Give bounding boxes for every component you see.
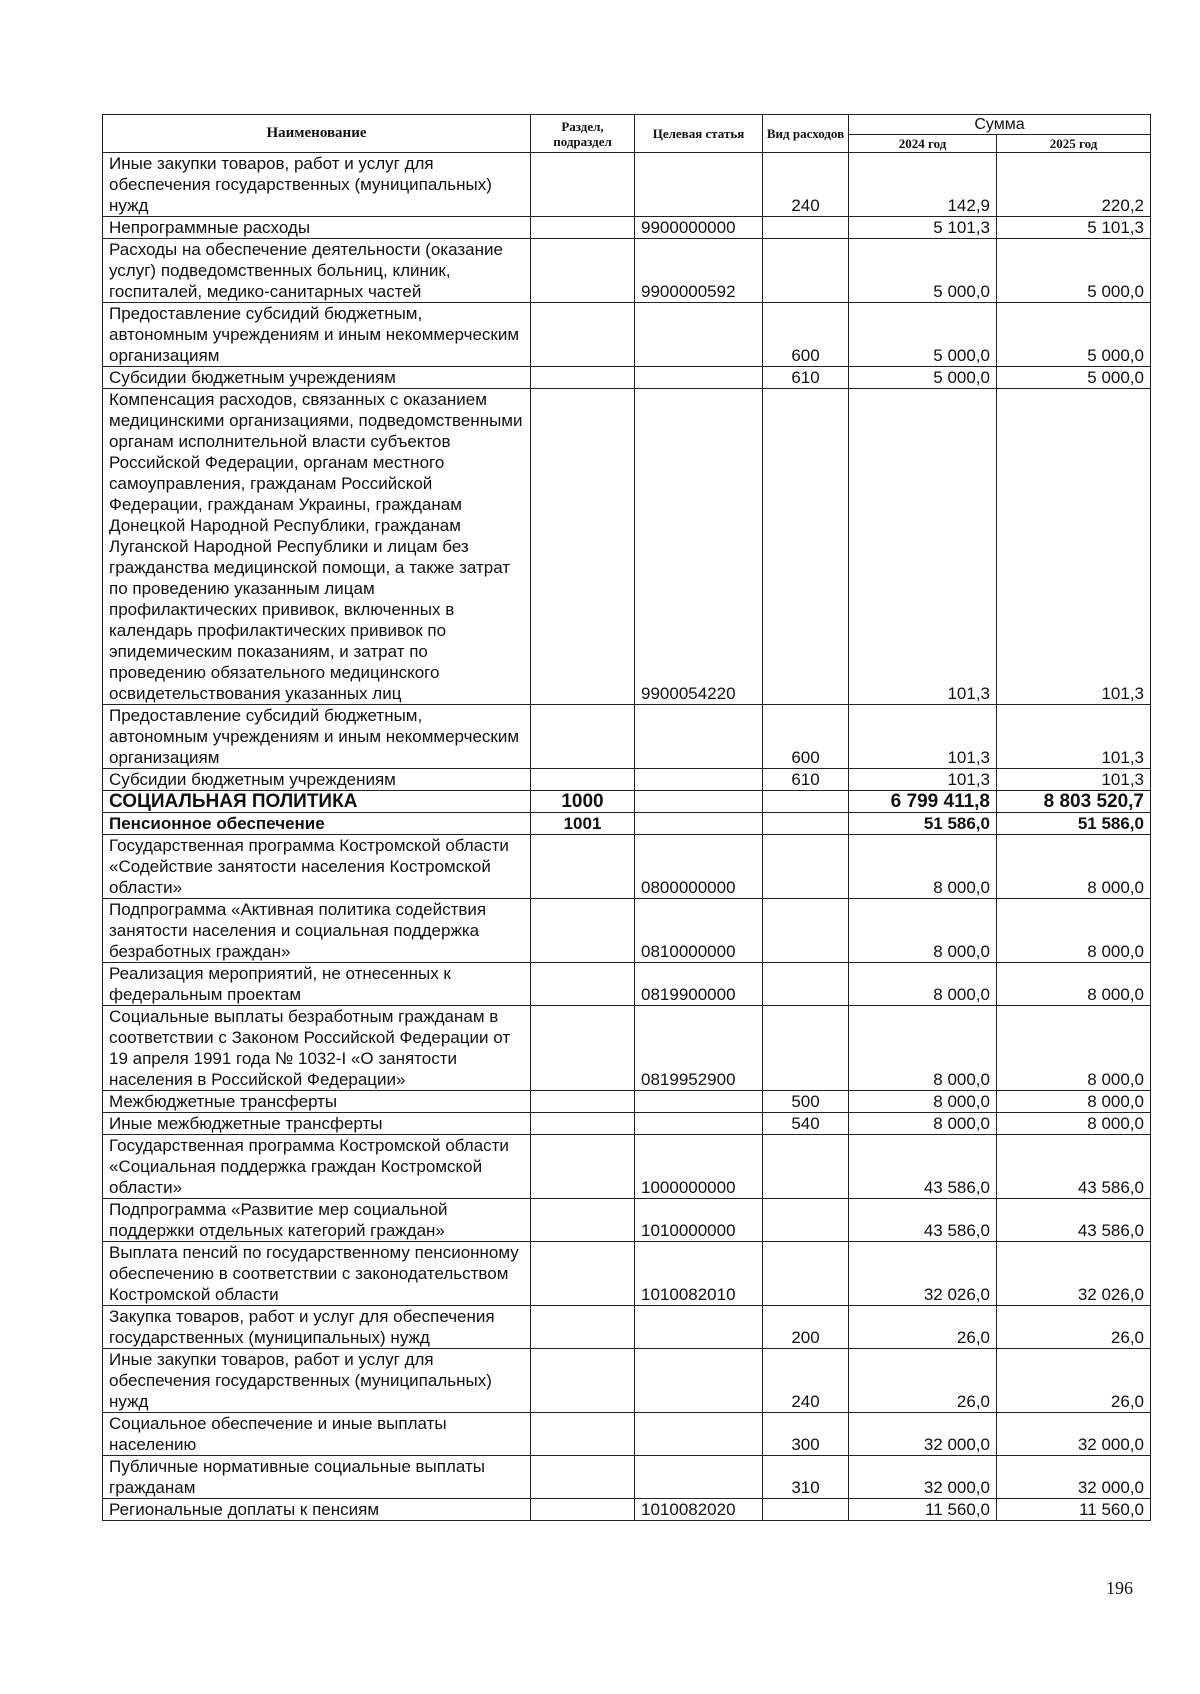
row-kind: 600 bbox=[763, 705, 849, 769]
row-kind: 240 bbox=[763, 1349, 849, 1413]
row-kind: 310 bbox=[763, 1456, 849, 1499]
row-name: Региональные доплаты к пенсиям bbox=[103, 1499, 531, 1521]
row-sum-2024: 5 000,0 bbox=[849, 239, 997, 303]
row-sum-2024: 32 000,0 bbox=[849, 1413, 997, 1456]
table-row bbox=[103, 791, 1151, 813]
row-name: Предоставление субсидий бюджетным, автономным учреждениям и иным некоммерческим организациям bbox=[103, 303, 531, 367]
row-sum-2024: 8 000,0 bbox=[849, 835, 997, 899]
table-row bbox=[103, 239, 1151, 303]
row-target bbox=[635, 1413, 763, 1456]
table-row bbox=[103, 1091, 1151, 1113]
table-row bbox=[103, 153, 1151, 217]
row-name: СОЦИАЛЬНАЯ ПОЛИТИКА bbox=[103, 791, 531, 813]
row-sum-2025: 101,3 bbox=[997, 389, 1151, 705]
row-section bbox=[531, 963, 635, 1006]
row-name: Государственная программа Костромской области «Социальная поддержка граждан Костромской области» bbox=[103, 1135, 531, 1199]
row-sum-2025: 32 026,0 bbox=[997, 1242, 1151, 1306]
row-sum-2024: 8 000,0 bbox=[849, 963, 997, 1006]
row-target: 0800000000 bbox=[635, 835, 763, 899]
table-header bbox=[103, 115, 1151, 153]
header-section: Раздел, подраздел bbox=[531, 115, 635, 153]
row-sum-2024: 8 000,0 bbox=[849, 1113, 997, 1135]
row-section bbox=[531, 239, 635, 303]
row-name: Субсидии бюджетным учреждениям bbox=[103, 769, 531, 791]
row-section bbox=[531, 1413, 635, 1456]
row-sum-2025: 32 000,0 bbox=[997, 1456, 1151, 1499]
header-sum: Сумма bbox=[849, 115, 1151, 135]
row-kind bbox=[763, 1199, 849, 1242]
row-section bbox=[531, 835, 635, 899]
row-target: 1010082020 bbox=[635, 1499, 763, 1521]
header-target: Целевая статья bbox=[635, 115, 763, 153]
table-row bbox=[103, 963, 1151, 1006]
table-body bbox=[103, 153, 1151, 1521]
row-section bbox=[531, 705, 635, 769]
table-row bbox=[103, 769, 1151, 791]
row-section bbox=[531, 1306, 635, 1349]
row-target bbox=[635, 1349, 763, 1413]
row-target: 0810000000 bbox=[635, 899, 763, 963]
table-row bbox=[103, 813, 1151, 835]
row-kind: 610 bbox=[763, 769, 849, 791]
row-kind bbox=[763, 791, 849, 813]
row-kind bbox=[763, 899, 849, 963]
table-row bbox=[103, 1199, 1151, 1242]
row-section bbox=[531, 1199, 635, 1242]
row-sum-2025: 43 586,0 bbox=[997, 1135, 1151, 1199]
row-name: Компенсация расходов, связанных с оказанием медицинскими организациями, подведомственными органам исполнительной власти субъектов Российской Федерации, органам местного самоуправления, гражданам Российской Федерации, гражданам Украины, гражданам Донецкой Народной Республики, гражданам Луганской Народной Республики и лицам без гражданства медицинской помощи, а также затрат по проведению указанным лицам профилактических прививок, включенных в календарь профилактических прививок по эпидемическим показаниям, и затрат по проведению обязательного медицинского освидетельствования указанных лиц bbox=[103, 389, 531, 705]
row-section bbox=[531, 367, 635, 389]
table-row bbox=[103, 1242, 1151, 1306]
row-name: Субсидии бюджетным учреждениям bbox=[103, 367, 531, 389]
row-sum-2024: 8 000,0 bbox=[849, 1006, 997, 1091]
row-kind bbox=[763, 217, 849, 239]
row-section: 1001 bbox=[531, 813, 635, 835]
row-name: Пенсионное обеспечение bbox=[103, 813, 531, 835]
row-kind bbox=[763, 389, 849, 705]
row-sum-2025: 43 586,0 bbox=[997, 1199, 1151, 1242]
row-name: Иные межбюджетные трансферты bbox=[103, 1113, 531, 1135]
row-target bbox=[635, 1091, 763, 1113]
row-name: Социальные выплаты безработным гражданам в соответствии с Законом Российской Федерации от 19 апреля 1991 года № 1032-I «О занятости населения в Российской Федерации» bbox=[103, 1006, 531, 1091]
row-name: Иные закупки товаров, работ и услуг для обеспечения государственных (муниципальных) нужд bbox=[103, 1349, 531, 1413]
row-name: Подпрограмма «Активная политика содействия занятости населения и социальная поддержка безработных граждан» bbox=[103, 899, 531, 963]
table-row bbox=[103, 1006, 1151, 1091]
row-name: Иные закупки товаров, работ и услуг для обеспечения государственных (муниципальных) нужд bbox=[103, 153, 531, 217]
row-target: 0819900000 bbox=[635, 963, 763, 1006]
row-sum-2024: 51 586,0 bbox=[849, 813, 997, 835]
row-section bbox=[531, 303, 635, 367]
page-number: 196 bbox=[1106, 1578, 1133, 1598]
row-section bbox=[531, 153, 635, 217]
row-target bbox=[635, 153, 763, 217]
table-row bbox=[103, 367, 1151, 389]
row-sum-2024: 5 000,0 bbox=[849, 303, 997, 367]
row-kind bbox=[763, 1006, 849, 1091]
row-sum-2024: 101,3 bbox=[849, 389, 997, 705]
table-row bbox=[103, 1456, 1151, 1499]
row-sum-2024: 8 000,0 bbox=[849, 1091, 997, 1113]
row-target: 1010082010 bbox=[635, 1242, 763, 1306]
row-kind: 240 bbox=[763, 153, 849, 217]
row-sum-2025: 5 000,0 bbox=[997, 303, 1151, 367]
row-name: Подпрограмма «Развитие мер социальной поддержки отдельных категорий граждан» bbox=[103, 1199, 531, 1242]
row-name: Межбюджетные трансферты bbox=[103, 1091, 531, 1113]
row-sum-2025: 26,0 bbox=[997, 1306, 1151, 1349]
row-kind: 610 bbox=[763, 367, 849, 389]
row-sum-2024: 26,0 bbox=[849, 1306, 997, 1349]
row-target bbox=[635, 1113, 763, 1135]
row-sum-2025: 5 000,0 bbox=[997, 239, 1151, 303]
row-kind: 300 bbox=[763, 1413, 849, 1456]
row-kind bbox=[763, 239, 849, 303]
row-section bbox=[531, 769, 635, 791]
row-kind bbox=[763, 1499, 849, 1521]
row-sum-2024: 8 000,0 bbox=[849, 899, 997, 963]
row-sum-2025: 5 000,0 bbox=[997, 367, 1151, 389]
table-row bbox=[103, 1413, 1151, 1456]
header-2025: 2025 год bbox=[997, 135, 1151, 153]
header-2024: 2024 год bbox=[849, 135, 997, 153]
table-row bbox=[103, 705, 1151, 769]
row-section bbox=[531, 389, 635, 705]
row-name: Реализация мероприятий, не отнесенных к федеральным проектам bbox=[103, 963, 531, 1006]
row-section bbox=[531, 1499, 635, 1521]
row-sum-2025: 101,3 bbox=[997, 705, 1151, 769]
row-name: Выплата пенсий по государственному пенсионному обеспечению в соответствии с законодательством Костромской области bbox=[103, 1242, 531, 1306]
row-section bbox=[531, 1135, 635, 1199]
row-section bbox=[531, 1091, 635, 1113]
table-row bbox=[103, 217, 1151, 239]
row-section bbox=[531, 217, 635, 239]
row-sum-2025: 32 000,0 bbox=[997, 1413, 1151, 1456]
row-target bbox=[635, 705, 763, 769]
row-kind bbox=[763, 963, 849, 1006]
row-target: 9900000000 bbox=[635, 217, 763, 239]
row-kind: 200 bbox=[763, 1306, 849, 1349]
row-sum-2025: 26,0 bbox=[997, 1349, 1151, 1413]
row-target: 9900054220 bbox=[635, 389, 763, 705]
table-row bbox=[103, 1135, 1151, 1199]
row-sum-2024: 5 000,0 bbox=[849, 367, 997, 389]
row-target: 1000000000 bbox=[635, 1135, 763, 1199]
row-sum-2025: 101,3 bbox=[997, 769, 1151, 791]
row-section: 1000 bbox=[531, 791, 635, 813]
row-sum-2025: 8 000,0 bbox=[997, 835, 1151, 899]
row-section bbox=[531, 1006, 635, 1091]
row-section bbox=[531, 1242, 635, 1306]
row-target bbox=[635, 791, 763, 813]
row-sum-2025: 8 000,0 bbox=[997, 1113, 1151, 1135]
row-target: 9900000592 bbox=[635, 239, 763, 303]
table-row bbox=[103, 899, 1151, 963]
row-sum-2025: 8 000,0 bbox=[997, 1006, 1151, 1091]
row-sum-2025: 220,2 bbox=[997, 153, 1151, 217]
row-target bbox=[635, 813, 763, 835]
row-kind bbox=[763, 1242, 849, 1306]
row-name: Непрограммные расходы bbox=[103, 217, 531, 239]
table-row bbox=[103, 389, 1151, 705]
row-kind: 500 bbox=[763, 1091, 849, 1113]
row-sum-2025: 11 560,0 bbox=[997, 1499, 1151, 1521]
row-section bbox=[531, 1113, 635, 1135]
row-name: Расходы на обеспечение деятельности (оказание услуг) подведомственных больниц, клиник, госпиталей, медико-санитарных частей bbox=[103, 239, 531, 303]
table-row bbox=[103, 1113, 1151, 1135]
row-target bbox=[635, 1306, 763, 1349]
row-target bbox=[635, 769, 763, 791]
row-section bbox=[531, 1456, 635, 1499]
row-kind bbox=[763, 1135, 849, 1199]
row-name: Социальное обеспечение и иные выплаты населению bbox=[103, 1413, 531, 1456]
row-target bbox=[635, 303, 763, 367]
row-sum-2024: 43 586,0 bbox=[849, 1199, 997, 1242]
row-sum-2024: 26,0 bbox=[849, 1349, 997, 1413]
row-sum-2024: 101,3 bbox=[849, 769, 997, 791]
row-name: Закупка товаров, работ и услуг для обеспечения государственных (муниципальных) нужд bbox=[103, 1306, 531, 1349]
row-sum-2025: 8 000,0 bbox=[997, 963, 1151, 1006]
row-sum-2024: 11 560,0 bbox=[849, 1499, 997, 1521]
row-sum-2024: 32 026,0 bbox=[849, 1242, 997, 1306]
row-target bbox=[635, 1456, 763, 1499]
row-kind bbox=[763, 813, 849, 835]
row-kind: 540 bbox=[763, 1113, 849, 1135]
row-target bbox=[635, 367, 763, 389]
header-kind: Вид расходов bbox=[763, 115, 849, 153]
table-row bbox=[103, 835, 1151, 899]
table-row bbox=[103, 303, 1151, 367]
row-sum-2025: 8 000,0 bbox=[997, 899, 1151, 963]
row-sum-2024: 32 000,0 bbox=[849, 1456, 997, 1499]
table-row bbox=[103, 1499, 1151, 1521]
row-sum-2024: 101,3 bbox=[849, 705, 997, 769]
row-section bbox=[531, 899, 635, 963]
row-name: Предоставление субсидий бюджетным, автономным учреждениям и иным некоммерческим организациям bbox=[103, 705, 531, 769]
row-sum-2024: 5 101,3 bbox=[849, 217, 997, 239]
row-sum-2025: 51 586,0 bbox=[997, 813, 1151, 835]
row-name: Публичные нормативные социальные выплаты гражданам bbox=[103, 1456, 531, 1499]
row-kind: 600 bbox=[763, 303, 849, 367]
table-row bbox=[103, 1306, 1151, 1349]
row-target: 0819952900 bbox=[635, 1006, 763, 1091]
row-sum-2025: 5 101,3 bbox=[997, 217, 1151, 239]
row-sum-2024: 142,9 bbox=[849, 153, 997, 217]
row-sum-2024: 6 799 411,8 bbox=[849, 791, 997, 813]
row-sum-2025: 8 803 520,7 bbox=[997, 791, 1151, 813]
budget-table bbox=[102, 114, 1151, 1521]
row-sum-2024: 43 586,0 bbox=[849, 1135, 997, 1199]
row-target: 1010000000 bbox=[635, 1199, 763, 1242]
header-name: Наименование bbox=[103, 115, 531, 153]
row-name: Государственная программа Костромской области «Содействие занятости населения Костромской области» bbox=[103, 835, 531, 899]
row-sum-2025: 8 000,0 bbox=[997, 1091, 1151, 1113]
table-row bbox=[103, 1349, 1151, 1413]
row-section bbox=[531, 1349, 635, 1413]
row-kind bbox=[763, 835, 849, 899]
